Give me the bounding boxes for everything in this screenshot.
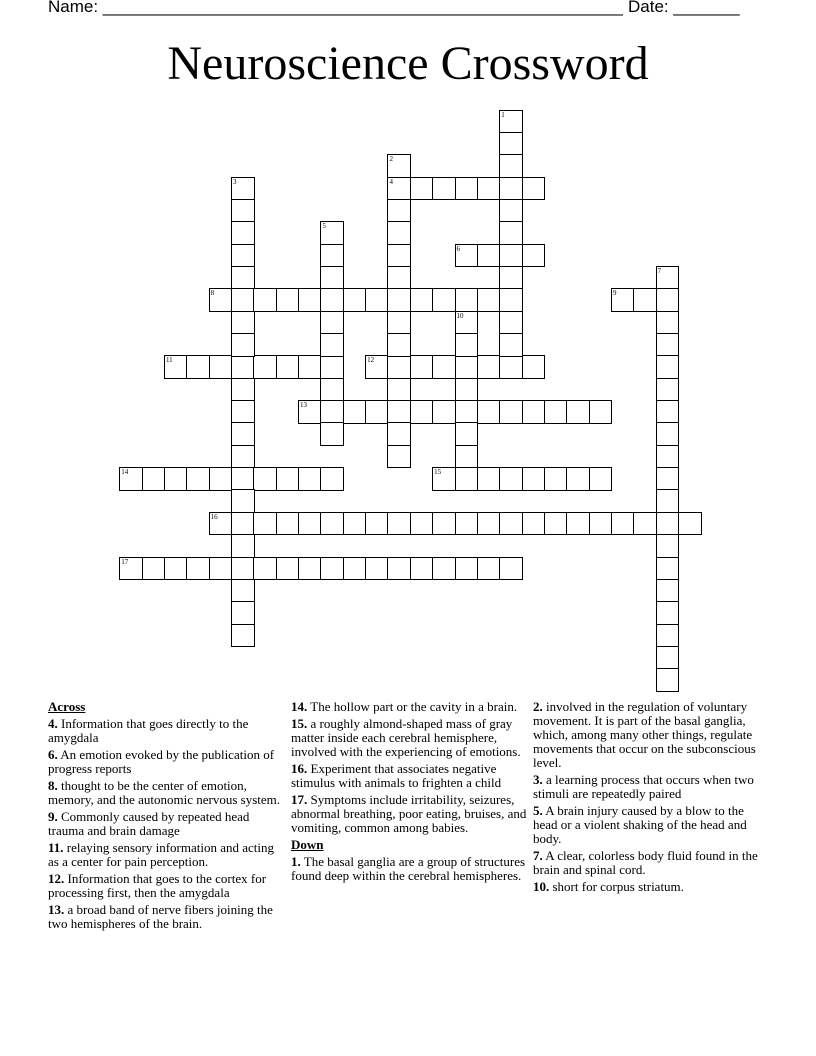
grid-cell[interactable] xyxy=(231,579,255,603)
clue-text: A brain injury caused by a blow to the head or a violent shaking of the head and body. xyxy=(533,803,747,846)
grid-cell[interactable] xyxy=(320,244,344,268)
clue-text: Commonly caused by repeated head trauma and brain damage xyxy=(48,809,250,838)
clue-item xyxy=(533,773,769,801)
clue-item xyxy=(291,717,527,759)
grid-cell[interactable] xyxy=(365,355,389,379)
grid-cell[interactable] xyxy=(276,557,300,581)
grid-cell[interactable] xyxy=(656,601,680,625)
grid-cell[interactable] xyxy=(455,378,479,402)
grid-cell[interactable] xyxy=(656,288,680,312)
grid-cell[interactable] xyxy=(455,512,479,536)
grid-cell[interactable] xyxy=(276,467,300,491)
grid-cell[interactable] xyxy=(387,311,411,335)
clues-column-2 xyxy=(291,700,527,886)
grid-cell[interactable] xyxy=(343,557,367,581)
date-field-label[interactable]: Date: _______ xyxy=(628,0,740,16)
grid-cell[interactable] xyxy=(209,467,233,491)
grid-cell[interactable] xyxy=(499,110,523,134)
clue-text: relaying sensory information and acting as a center for pain perception. xyxy=(48,840,275,869)
clue-item xyxy=(533,849,769,877)
across-heading: Across xyxy=(48,699,86,714)
grid-cell[interactable] xyxy=(656,400,680,424)
grid-cell[interactable] xyxy=(231,266,255,290)
grid-cell[interactable] xyxy=(499,512,523,536)
cell-number: 7 xyxy=(657,266,662,275)
grid-cell[interactable] xyxy=(164,557,188,581)
clues-column-1 xyxy=(48,700,284,934)
clue-text: Symptoms include irritability, seizures, abnormal breathing, poor eating, bruises, and vomiting, common among babies. xyxy=(291,792,527,835)
grid-cell[interactable] xyxy=(455,557,479,581)
grid-cell[interactable] xyxy=(455,467,479,491)
grid-cell[interactable] xyxy=(432,400,456,424)
clue-number: 13. xyxy=(48,902,65,917)
grid-cell[interactable] xyxy=(231,601,255,625)
grid-cell[interactable] xyxy=(477,288,501,312)
clue-number: 4. xyxy=(48,716,58,731)
grid-cell[interactable] xyxy=(432,557,456,581)
grid-cell[interactable] xyxy=(387,400,411,424)
grid-cell[interactable] xyxy=(432,288,456,312)
grid-cell[interactable] xyxy=(410,557,434,581)
grid-cell[interactable] xyxy=(231,489,255,513)
grid-cell[interactable] xyxy=(231,400,255,424)
grid-cell[interactable] xyxy=(656,355,680,379)
grid-cell[interactable] xyxy=(387,177,411,201)
grid-cell[interactable] xyxy=(656,266,680,290)
grid-cell[interactable] xyxy=(209,355,233,379)
grid-cell[interactable] xyxy=(253,467,277,491)
clue-item xyxy=(48,903,284,931)
grid-cell[interactable] xyxy=(566,400,590,424)
grid-cell[interactable] xyxy=(678,512,702,536)
grid-cell[interactable] xyxy=(499,557,523,581)
clue-item xyxy=(48,810,284,838)
grid-cell[interactable] xyxy=(365,400,389,424)
clue-text: a learning process that occurs when two stimuli are repeatedly paired xyxy=(533,772,754,801)
grid-cell[interactable] xyxy=(320,400,344,424)
grid-cell[interactable] xyxy=(522,400,546,424)
clue-number: 15. xyxy=(291,716,308,731)
clue-number: 16. xyxy=(291,761,308,776)
grid-cell[interactable] xyxy=(455,177,479,201)
grid-cell[interactable] xyxy=(387,266,411,290)
grid-cell[interactable] xyxy=(455,288,479,312)
grid-cell[interactable] xyxy=(410,512,434,536)
grid-cell[interactable] xyxy=(522,244,546,268)
grid-cell[interactable] xyxy=(320,355,344,379)
grid-cell[interactable] xyxy=(365,557,389,581)
grid-cell[interactable] xyxy=(231,288,255,312)
grid-cell[interactable] xyxy=(633,512,657,536)
grid-cell[interactable] xyxy=(298,355,322,379)
grid-cell[interactable] xyxy=(231,221,255,245)
clue-number: 14. xyxy=(291,699,308,714)
grid-cell[interactable] xyxy=(566,512,590,536)
grid-cell[interactable] xyxy=(298,467,322,491)
grid-cell[interactable] xyxy=(656,422,680,446)
clue-item xyxy=(48,872,284,900)
grid-cell[interactable] xyxy=(656,534,680,558)
grid-cell[interactable] xyxy=(387,199,411,223)
grid-cell[interactable] xyxy=(387,512,411,536)
clue-item xyxy=(291,793,527,835)
grid-cell[interactable] xyxy=(142,467,166,491)
clue-item xyxy=(48,779,284,807)
grid-cell[interactable] xyxy=(298,400,322,424)
clue-number: 5. xyxy=(533,803,543,818)
cell-number: 2 xyxy=(389,155,393,164)
grid-cell[interactable] xyxy=(455,311,479,335)
grid-cell[interactable] xyxy=(298,557,322,581)
clue-item xyxy=(291,762,527,790)
grid-cell[interactable] xyxy=(455,422,479,446)
grid-cell[interactable] xyxy=(410,355,434,379)
page-title: Neuroscience Crossword xyxy=(167,37,649,90)
grid-cell[interactable] xyxy=(387,355,411,379)
grid-cell[interactable] xyxy=(276,355,300,379)
grid-cell[interactable] xyxy=(253,557,277,581)
grid-cell[interactable] xyxy=(589,512,613,536)
clue-text: An emotion evoked by the publication of progress reports xyxy=(48,747,275,776)
cell-number: 12 xyxy=(367,356,375,365)
grid-cell[interactable] xyxy=(343,288,367,312)
grid-cell[interactable] xyxy=(499,177,523,201)
grid-cell[interactable] xyxy=(142,557,166,581)
clues-column-3 xyxy=(533,700,769,897)
grid-cell[interactable] xyxy=(320,266,344,290)
grid-cell[interactable] xyxy=(656,579,680,603)
grid-cell[interactable] xyxy=(276,512,300,536)
grid-cell[interactable] xyxy=(410,288,434,312)
grid-cell[interactable] xyxy=(387,154,411,178)
grid-cell[interactable] xyxy=(589,400,613,424)
grid-cell[interactable] xyxy=(231,177,255,201)
clue-item xyxy=(291,700,527,714)
grid-cell[interactable] xyxy=(656,311,680,335)
grid-cell[interactable] xyxy=(499,221,523,245)
cell-number: 11 xyxy=(165,356,173,365)
clue-number: 7. xyxy=(533,848,543,863)
grid-cell[interactable] xyxy=(656,512,680,536)
grid-cell[interactable] xyxy=(276,288,300,312)
grid-cell[interactable] xyxy=(477,355,501,379)
grid-cell[interactable] xyxy=(186,557,210,581)
grid-cell[interactable] xyxy=(656,557,680,581)
grid-cell[interactable] xyxy=(522,467,546,491)
grid-cell[interactable] xyxy=(544,512,568,536)
grid-cell[interactable] xyxy=(231,624,255,648)
grid-cell[interactable] xyxy=(320,512,344,536)
grid-cell[interactable] xyxy=(432,512,456,536)
clue-item xyxy=(48,841,284,869)
grid-cell[interactable] xyxy=(231,422,255,446)
grid-cell[interactable] xyxy=(253,512,277,536)
grid-cell[interactable] xyxy=(432,355,456,379)
grid-cell[interactable] xyxy=(432,177,456,201)
grid-cell[interactable] xyxy=(656,646,680,670)
cell-number: 6 xyxy=(456,244,460,253)
grid-cell[interactable] xyxy=(231,557,255,581)
grid-cell[interactable] xyxy=(499,288,523,312)
clue-text: a roughly almond-shaped mass of gray matter inside each cerebral hemisphere, involved with the experiencing of emotions. xyxy=(291,716,521,759)
grid-cell[interactable] xyxy=(343,400,367,424)
clue-item xyxy=(291,855,527,883)
grid-cell[interactable] xyxy=(522,355,546,379)
grid-cell[interactable] xyxy=(455,333,479,357)
grid-cell[interactable] xyxy=(186,355,210,379)
grid-cell[interactable] xyxy=(455,445,479,469)
grid-cell[interactable] xyxy=(186,467,210,491)
grid-cell[interactable] xyxy=(231,378,255,402)
grid-cell[interactable] xyxy=(611,288,635,312)
grid-cell[interactable] xyxy=(499,333,523,357)
clue-number: 1. xyxy=(291,854,301,869)
grid-cell[interactable] xyxy=(164,355,188,379)
cell-number: 10 xyxy=(456,311,464,320)
grid-cell[interactable] xyxy=(320,378,344,402)
grid-cell[interactable] xyxy=(365,288,389,312)
grid-cell[interactable] xyxy=(387,422,411,446)
grid-cell[interactable] xyxy=(253,355,277,379)
grid-cell[interactable] xyxy=(656,489,680,513)
cell-number: 16 xyxy=(210,512,218,521)
clue-text: thought to be the center of emotion, memory, and the autonomic nervous system. xyxy=(48,778,281,807)
clue-number: 8. xyxy=(48,778,58,793)
clue-item xyxy=(533,700,769,770)
grid-cell[interactable] xyxy=(455,400,479,424)
grid-cell[interactable] xyxy=(231,333,255,357)
clue-text: A clear, colorless body fluid found in the brain and spinal cord. xyxy=(533,848,758,877)
grid-cell[interactable] xyxy=(633,288,657,312)
grid-cell[interactable] xyxy=(455,355,479,379)
clue-item xyxy=(48,717,284,745)
grid-cell[interactable] xyxy=(566,467,590,491)
grid-cell[interactable] xyxy=(656,333,680,357)
grid-cell[interactable] xyxy=(119,557,143,581)
grid-cell[interactable] xyxy=(365,512,389,536)
clue-number: 10. xyxy=(533,879,550,894)
grid-cell[interactable] xyxy=(499,244,523,268)
cell-number: 13 xyxy=(300,401,308,410)
grid-cell[interactable] xyxy=(209,512,233,536)
grid-cell[interactable] xyxy=(522,512,546,536)
grid-cell[interactable] xyxy=(387,288,411,312)
grid-cell[interactable] xyxy=(499,266,523,290)
clue-text: The hollow part or the cavity in a brain. xyxy=(310,699,518,714)
grid-cell[interactable] xyxy=(298,288,322,312)
clue-item xyxy=(533,880,769,894)
grid-cell[interactable] xyxy=(119,467,143,491)
grid-cell[interactable] xyxy=(231,311,255,335)
grid-cell[interactable] xyxy=(387,378,411,402)
clue-text: a broad band of nerve fibers joining the two hemispheres of the brain. xyxy=(48,902,273,931)
clue-text: Information that goes to the cortex for processing first, then the amygdala xyxy=(48,871,267,900)
grid-cell[interactable] xyxy=(209,557,233,581)
grid-cell[interactable] xyxy=(387,557,411,581)
down-heading: Down xyxy=(291,837,324,852)
grid-cell[interactable] xyxy=(343,512,367,536)
grid-cell[interactable] xyxy=(320,467,344,491)
grid-cell[interactable] xyxy=(477,467,501,491)
clue-text: The basal ganglia are a group of structures found deep within the cerebral hemispheres. xyxy=(291,854,526,883)
clue-text: Experiment that associates negative stimulus with animals to frighten a child xyxy=(291,761,502,790)
clue-item xyxy=(533,804,769,846)
clue-text: short for corpus striatum. xyxy=(552,879,684,894)
cell-number: 1 xyxy=(501,110,505,119)
clue-number: 12. xyxy=(48,871,65,886)
grid-cell[interactable] xyxy=(656,624,680,648)
grid-cell[interactable] xyxy=(455,244,479,268)
name-field-label[interactable]: Name: _______________________________________________________ xyxy=(48,0,623,16)
grid-cell[interactable] xyxy=(656,378,680,402)
grid-cell[interactable] xyxy=(499,154,523,178)
clue-number: 9. xyxy=(48,809,58,824)
clue-text: involved in the regulation of voluntary movement. It is part of the basal ganglia, which, among many other things, regulate movements that occur on the subconscious level. xyxy=(533,699,756,770)
grid-cell[interactable] xyxy=(544,467,568,491)
clue-number: 11. xyxy=(48,840,64,855)
grid-cell[interactable] xyxy=(298,512,322,536)
grid-cell[interactable] xyxy=(231,467,255,491)
grid-cell[interactable] xyxy=(387,333,411,357)
grid-cell[interactable] xyxy=(477,557,501,581)
cell-number: 4 xyxy=(389,177,393,186)
grid-cell[interactable] xyxy=(231,199,255,223)
grid-cell[interactable] xyxy=(320,311,344,335)
grid-cell[interactable] xyxy=(544,400,568,424)
grid-cell[interactable] xyxy=(477,512,501,536)
grid-cell[interactable] xyxy=(499,199,523,223)
cell-number: 9 xyxy=(612,289,617,298)
cell-number: 3 xyxy=(233,177,237,186)
grid-cell[interactable] xyxy=(477,244,501,268)
clue-number: 17. xyxy=(291,792,308,807)
cell-number: 17 xyxy=(121,557,129,566)
grid-cell[interactable] xyxy=(387,244,411,268)
grid-cell[interactable] xyxy=(656,467,680,491)
clue-number: 3. xyxy=(533,772,543,787)
grid-cell[interactable] xyxy=(253,288,277,312)
grid-cell[interactable] xyxy=(432,467,456,491)
grid-cell[interactable] xyxy=(499,355,523,379)
grid-cell[interactable] xyxy=(589,467,613,491)
grid-cell[interactable] xyxy=(320,221,344,245)
grid-cell[interactable] xyxy=(320,333,344,357)
clue-item xyxy=(48,748,284,776)
grid-cell[interactable] xyxy=(209,288,233,312)
clue-number: 2. xyxy=(533,699,543,714)
grid-cell[interactable] xyxy=(477,177,501,201)
grid-cell[interactable] xyxy=(656,445,680,469)
grid-cell[interactable] xyxy=(499,132,523,156)
grid-cell[interactable] xyxy=(611,512,635,536)
grid-cell[interactable] xyxy=(231,445,255,469)
grid-cell[interactable] xyxy=(231,244,255,268)
grid-cell[interactable] xyxy=(410,400,434,424)
grid-cell[interactable] xyxy=(499,311,523,335)
grid-cell[interactable] xyxy=(656,668,680,692)
grid-cell[interactable] xyxy=(320,422,344,446)
cell-number: 8 xyxy=(210,289,215,298)
grid-cell[interactable] xyxy=(231,534,255,558)
clue-number: 6. xyxy=(48,747,58,762)
grid-cell[interactable] xyxy=(231,512,255,536)
grid-cell[interactable] xyxy=(410,177,434,201)
grid-cell[interactable] xyxy=(387,221,411,245)
cell-number: 5 xyxy=(322,222,326,231)
grid-cell[interactable] xyxy=(522,177,546,201)
grid-cell[interactable] xyxy=(499,467,523,491)
grid-cell[interactable] xyxy=(320,288,344,312)
cell-number: 14 xyxy=(121,468,129,477)
grid-cell[interactable] xyxy=(231,355,255,379)
grid-cell[interactable] xyxy=(387,445,411,469)
clue-text: Information that goes directly to the amygdala xyxy=(48,716,249,745)
cell-number: 15 xyxy=(434,468,442,477)
grid-cell[interactable] xyxy=(477,400,501,424)
grid-cell[interactable] xyxy=(164,467,188,491)
grid-cell[interactable] xyxy=(499,400,523,424)
grid-cell[interactable] xyxy=(320,557,344,581)
